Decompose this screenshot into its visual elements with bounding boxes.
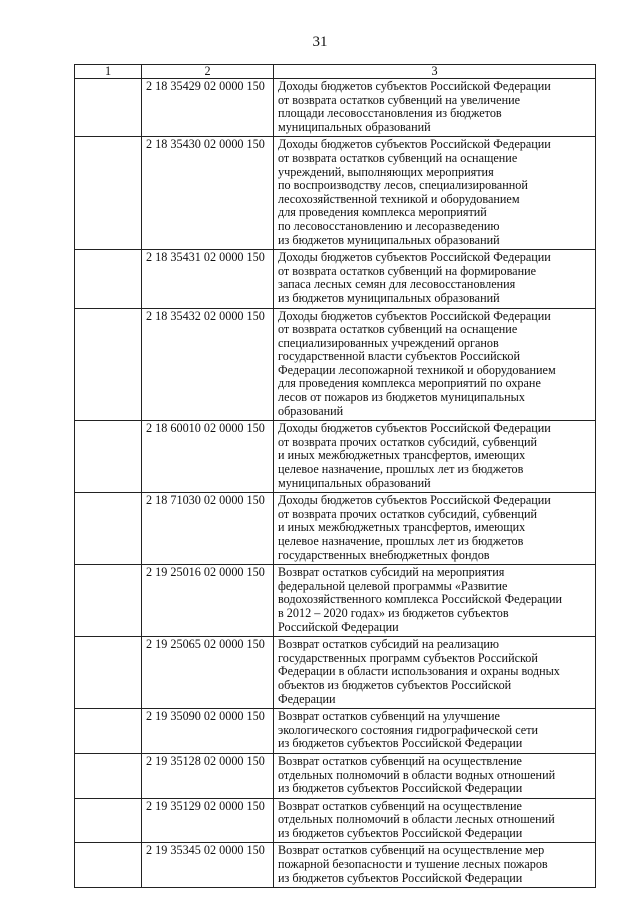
column-header-3: 3: [274, 65, 596, 79]
empty-cell: [75, 137, 142, 250]
table-row: [75, 798, 596, 843]
page-number: 31: [312, 34, 328, 50]
table-row: [75, 250, 596, 308]
table-row: [75, 79, 596, 137]
description-cell: Доходы бюджетов субъектов Российской Федерации от возврата прочих остатков субсидий, субвенций и иных межбюджетных трансфертов, имеющих целевое назначение, прошлых лет из бюджетов муниципальных образований: [274, 421, 596, 493]
budget-code-cell: 2 18 35429 02 0000 150: [142, 79, 274, 137]
table-row: [75, 493, 596, 565]
empty-cell: [75, 565, 142, 637]
empty-cell: [75, 79, 142, 137]
description-cell: Возврат остатков субсидий на реализацию государственных программ субъектов Российской Федерации в области использования и охраны водных объектов из бюджетов субъектов Российской Федерации: [274, 637, 596, 709]
description-cell: Возврат остатков субвенций на осуществление отдельных полномочий в области водных отношений из бюджетов субъектов Российской Федерации: [274, 753, 596, 798]
table-row: [75, 137, 596, 250]
empty-cell: [75, 753, 142, 798]
budget-codes-table: [74, 64, 596, 888]
budget-code-cell: 2 18 35432 02 0000 150: [142, 308, 274, 421]
table-row: [75, 709, 596, 754]
budget-code-cell: 2 18 71030 02 0000 150: [142, 493, 274, 565]
table-row: [75, 843, 596, 888]
description-cell: Доходы бюджетов субъектов Российской Федерации от возврата прочих остатков субсидий, субвенций и иных межбюджетных трансфертов, имеющих целевое назначение, прошлых лет из бюджетов государственных внебюджетных фондов: [274, 493, 596, 565]
table-row: [75, 565, 596, 637]
budget-code-cell: 2 19 35129 02 0000 150: [142, 798, 274, 843]
description-cell: Возврат остатков субсидий на мероприятия федеральной целевой программы «Развитие водохозяйственного комплекса Российской Федерации в 2012 – 2020 годах» из бюджетов субъектов Российской Федерации: [274, 565, 596, 637]
empty-cell: [75, 493, 142, 565]
budget-code-cell: 2 19 25016 02 0000 150: [142, 565, 274, 637]
description-cell: Доходы бюджетов субъектов Российской Федерации от возврата остатков субвенций на формирование запаса лесных семян для лесовосстановления из бюджетов муниципальных образований: [274, 250, 596, 308]
description-cell: Возврат остатков субвенций на осуществление отдельных полномочий в области лесных отношений из бюджетов субъектов Российской Федерации: [274, 798, 596, 843]
budget-code-cell: 2 18 35431 02 0000 150: [142, 250, 274, 308]
table-row: [75, 421, 596, 493]
budget-code-cell: 2 19 35128 02 0000 150: [142, 753, 274, 798]
table-row: [75, 637, 596, 709]
budget-code-cell: 2 18 35430 02 0000 150: [142, 137, 274, 250]
table-row: [75, 308, 596, 421]
description-cell: Доходы бюджетов субъектов Российской Федерации от возврата остатков субвенций на увеличение площади лесовосстановления из бюджетов муниципальных образований: [274, 79, 596, 137]
description-cell: Доходы бюджетов субъектов Российской Федерации от возврата остатков субвенций на оснащение специализированных учреждений органов государственной власти субъектов Российской Федерации лесопожарной техникой и оборудованием для проведения комплекса мероприятий по охране лесов от пожаров из бюджетов муниципальных образований: [274, 308, 596, 421]
empty-cell: [75, 709, 142, 754]
empty-cell: [75, 843, 142, 888]
table-row: [75, 753, 596, 798]
budget-code-cell: 2 19 25065 02 0000 150: [142, 637, 274, 709]
empty-cell: [75, 637, 142, 709]
empty-cell: [75, 308, 142, 421]
description-cell: Доходы бюджетов субъектов Российской Федерации от возврата остатков субвенций на оснащение учреждений, выполняющих мероприятия по воспроизводству лесов, специализированной лесохозяйственной техникой и оборудованием для проведения комплекса мероприятий по лесовосстановлению и лесоразведению из бюджетов муниципальных образований: [274, 137, 596, 250]
description-cell: Возврат остатков субвенций на осуществление мер пожарной безопасности и тушение лесных пожаров из бюджетов субъектов Российской Федерации: [274, 843, 596, 888]
budget-code-cell: 2 19 35345 02 0000 150: [142, 843, 274, 888]
description-cell: Возврат остатков субвенций на улучшение экологического состояния гидрографической сети из бюджетов субъектов Российской Федерации: [274, 709, 596, 754]
table-header-row: [75, 65, 596, 79]
column-header-2: 2: [142, 65, 274, 79]
empty-cell: [75, 798, 142, 843]
empty-cell: [75, 421, 142, 493]
column-header-1: 1: [75, 65, 142, 79]
budget-code-cell: 2 18 60010 02 0000 150: [142, 421, 274, 493]
empty-cell: [75, 250, 142, 308]
budget-code-cell: 2 19 35090 02 0000 150: [142, 709, 274, 754]
